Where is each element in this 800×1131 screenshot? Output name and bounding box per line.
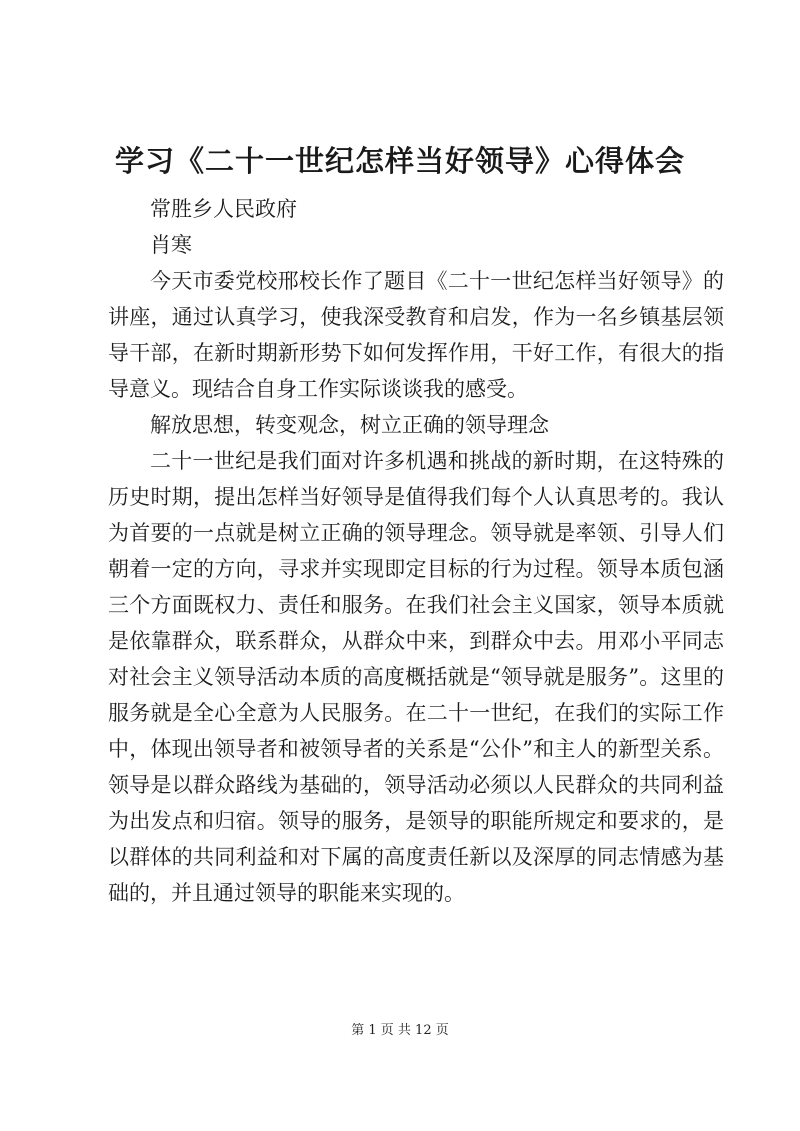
- document-title: 学习《二十一世纪怎样当好领导》心得体会: [114, 144, 685, 178]
- body-paragraph: 二十一世纪是我们面对许多机遇和挑战的新时期，在这特殊的历史时期，提出怎样当好领导是值得我们每个人认真思考的。我认为首要的一点就是树立正确的领导理念。领导就是率领、引导人们朝着一定的方向，寻求并实现即定目标的行为过程。领导本质包涵三个方面既权力、责任和服务。在我们社会主义国家，领导本质就是依靠群众，联系群众，从群众中来，到群众中去。用邓小平同志对社会主义领导活动本质的高度概括就是“领导就是服务”。这里的服务就是全心全意为人民服务。在二十一世纪，在我们的实际工作中，体现出领导者和被领导者的关系是“公仆”和主人的新型关系。领导是以群众路线为基础的，领导活动必须以人民群众的共同利益为出发点和归宿。领导的服务，是领导的职能所规定和要求的，是以群体的共同利益和对下属的高度责任新以及深厚的同志情感为基础的，并且通过领导的职能来实现的。: [108, 449, 724, 905]
- organization-line: 常胜乡人民政府: [150, 197, 297, 221]
- document-body: [108, 191, 724, 911]
- page-footer: 第 1 页 共 12 页: [351, 1023, 449, 1038]
- intro-paragraph: 今天市委党校邢校长作了题目《二十一世纪怎样当好领导》的讲座，通过认真学习，使我深受教育和启发，作为一名乡镇基层领导干部，在新时期新形势下如何发挥作用，干好工作，有很大的指导意义。现结合自身工作实际谈谈我的感受。: [108, 269, 724, 401]
- section-heading: 解放思想，转变观念，树立正确的领导理念: [150, 413, 549, 437]
- author-line: 肖寒: [150, 233, 192, 257]
